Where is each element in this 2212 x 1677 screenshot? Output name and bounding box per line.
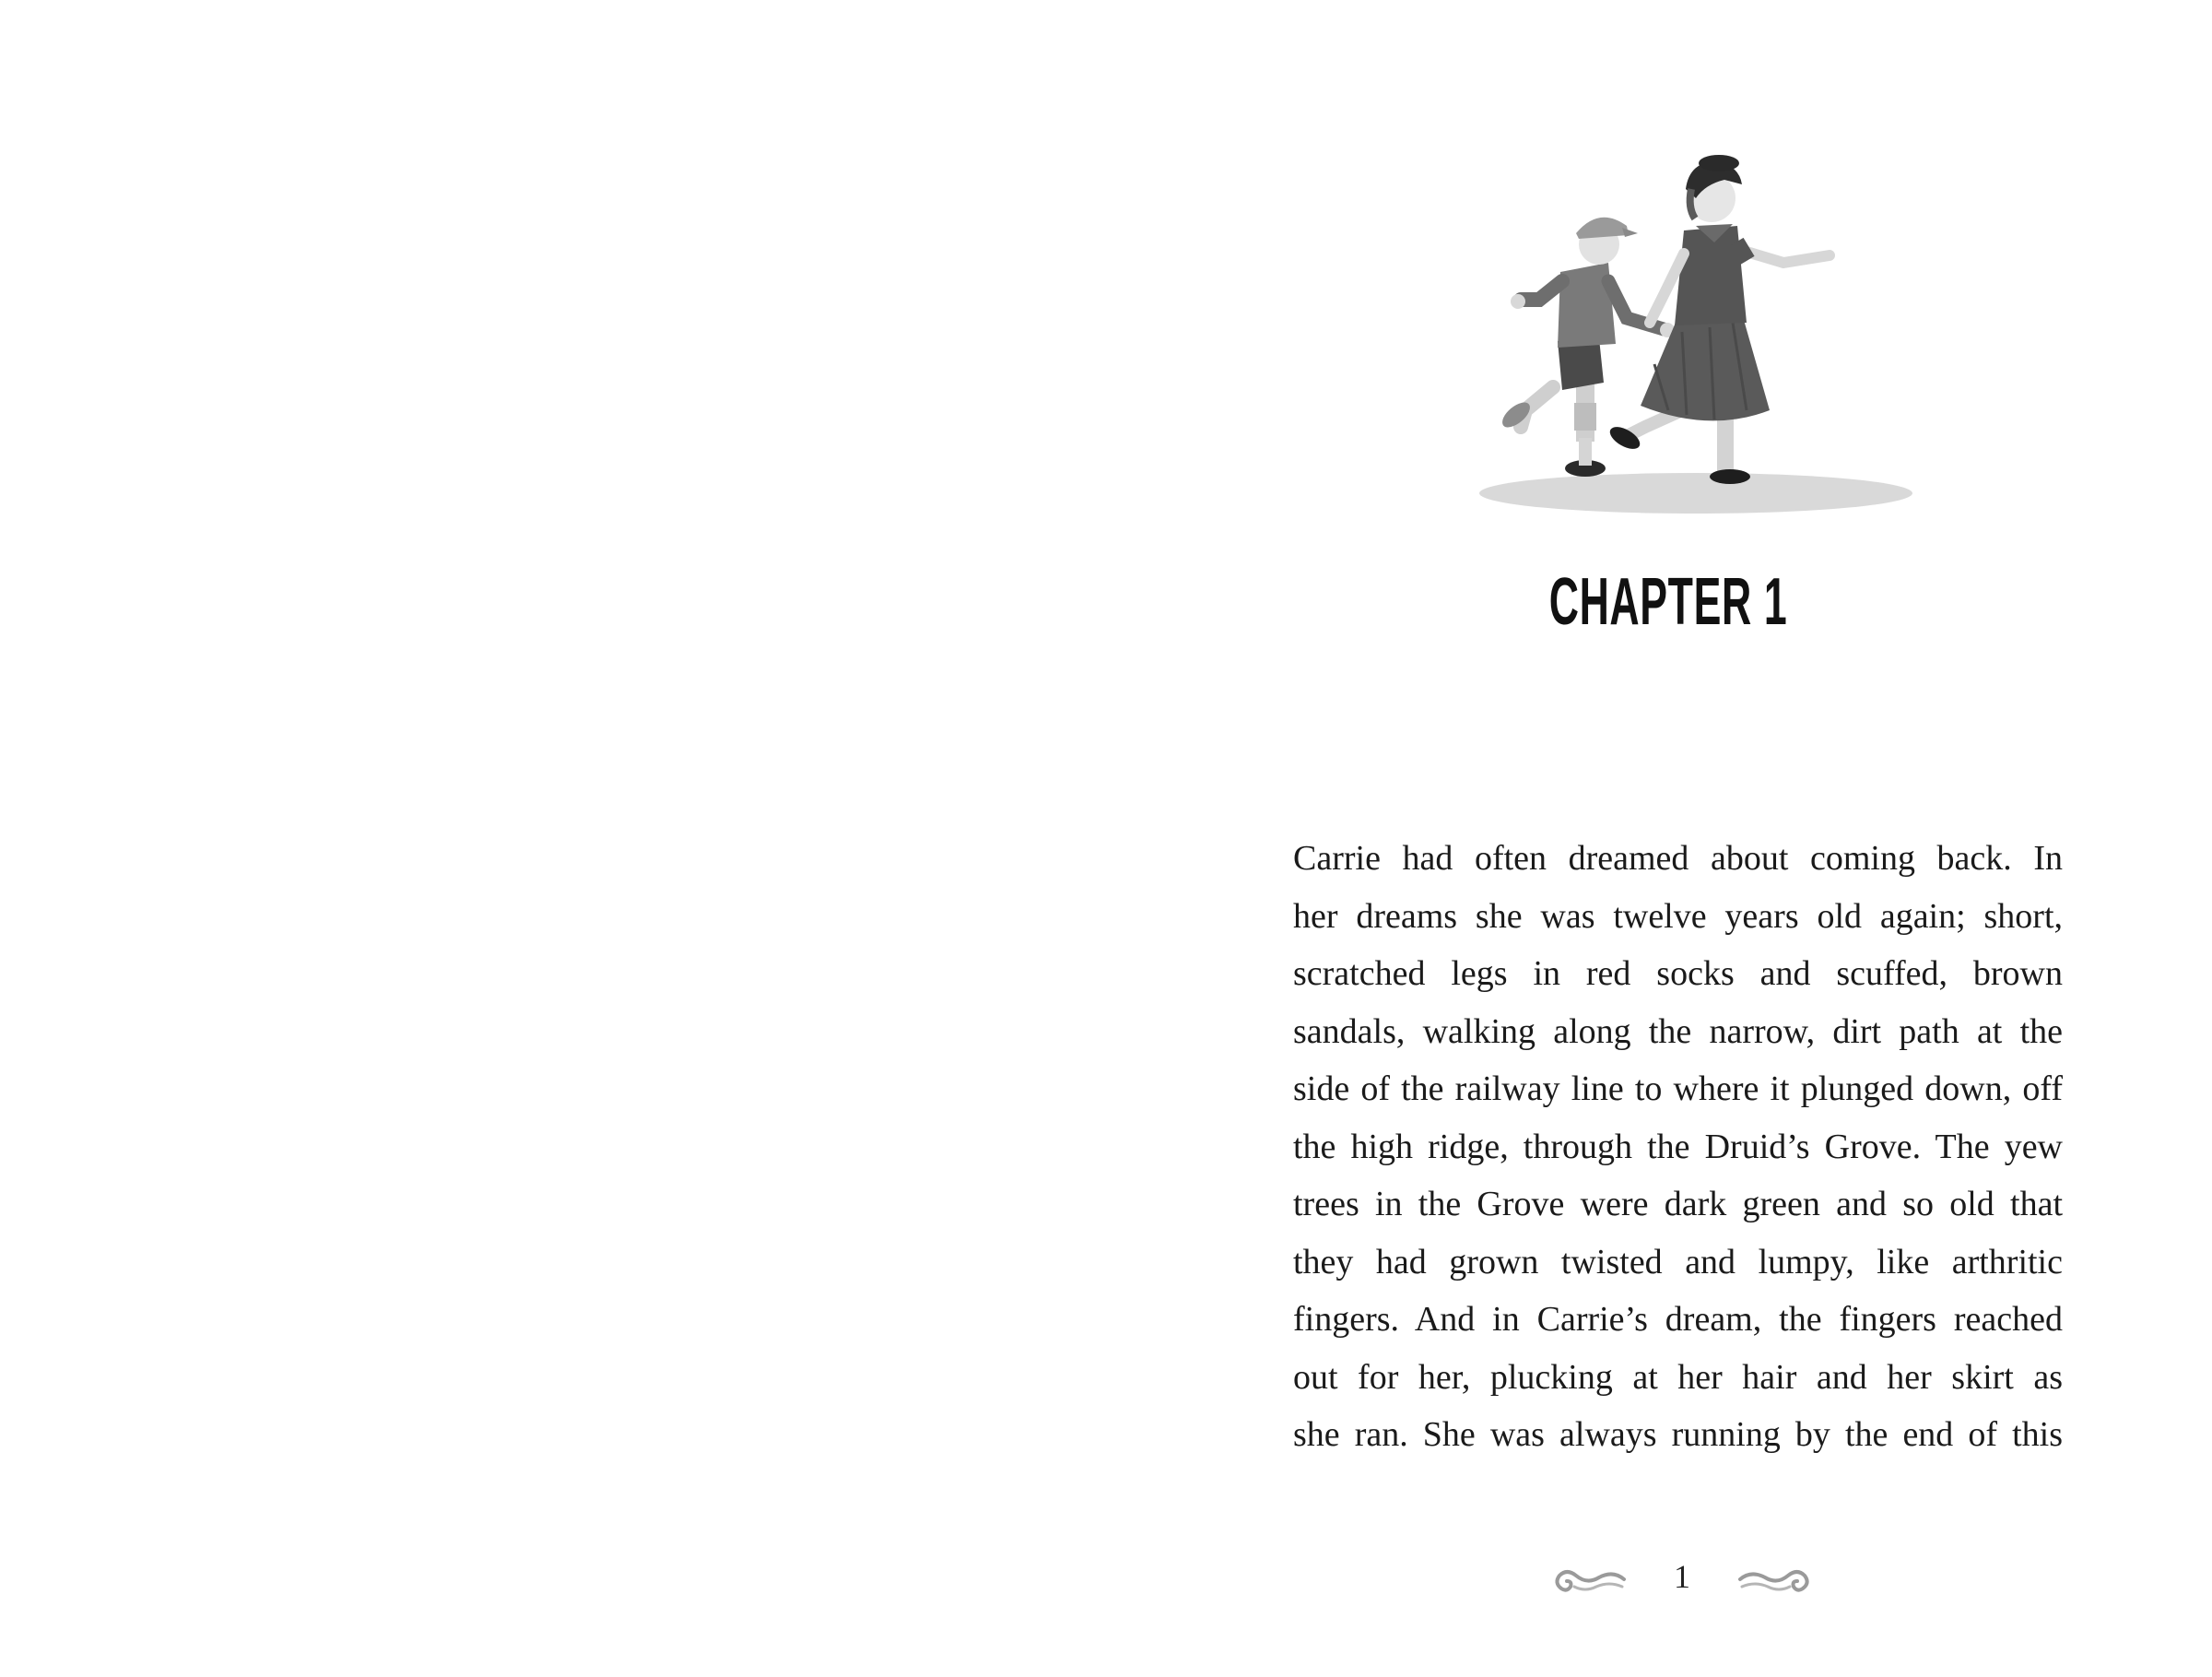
text-line: her dreams she was twelve years old again; short, [1293, 896, 2063, 936]
page-number: 1 [1674, 1558, 1690, 1595]
text-line: sandals, walking along the narrow, dirt path at the [1293, 1011, 2063, 1051]
page-footer [1548, 1553, 1816, 1609]
text-line: fingers. And in Carrie’s dream, the fingers reached [1293, 1300, 2063, 1339]
running-children-illustration [1470, 134, 1912, 521]
text-line: trees in the Grove were dark green and so old that [1293, 1185, 2063, 1223]
chapter-body-text [1293, 830, 2063, 1464]
boy-figure [1498, 218, 1675, 477]
text-line: the high ridge, through the Druid’s Grove. The yew [1293, 1127, 2063, 1166]
chapter-title: CHAPTER 1 [1548, 565, 1788, 639]
text-line: Carrie had often dreamed about coming back. In [1293, 839, 2063, 878]
ground-shadow [1479, 473, 1912, 514]
text-line: out for her, plucking at her hair and her skirt as [1293, 1357, 2063, 1397]
text-line: they had grown twisted and lumpy, like arthritic [1293, 1242, 2063, 1281]
text-line: side of the railway line to where it plunged down, off [1293, 1069, 2063, 1108]
text-line: she ran. She was always running by the end of this [1293, 1415, 2063, 1454]
text-line: scratched legs in red socks and scuffed, brown [1293, 954, 2063, 993]
right-flourish-icon [1733, 1559, 1816, 1603]
